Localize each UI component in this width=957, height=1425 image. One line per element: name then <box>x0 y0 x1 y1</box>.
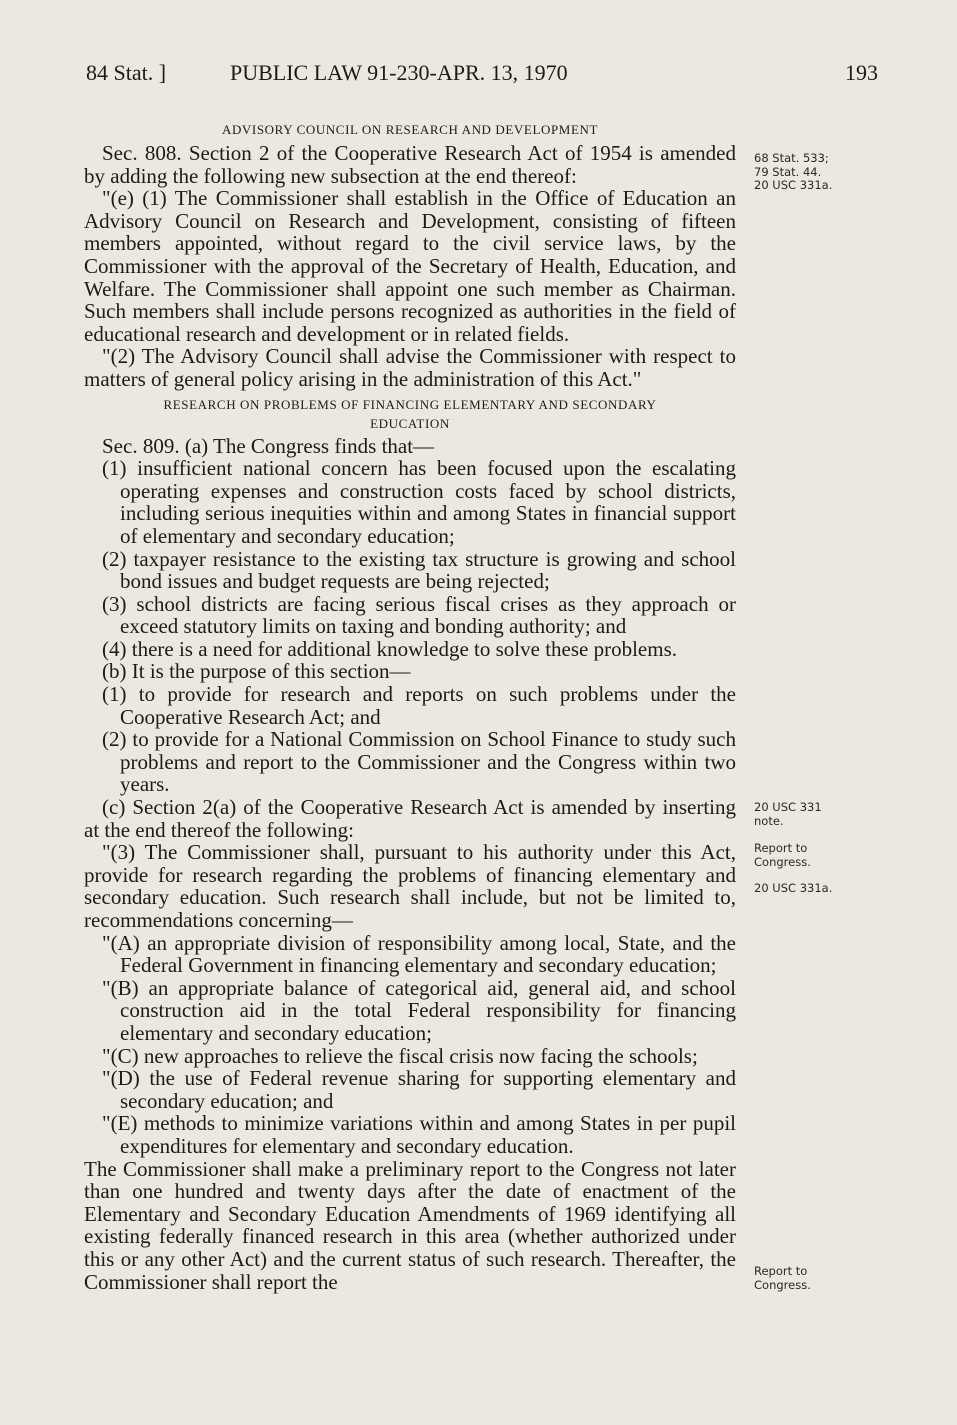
sec-809-cE: "(E) methods to minimize variations within and among States in per pupil expenditures for elementary and secondary education. <box>102 1111 736 1158</box>
sec-809-a2: (2) taxpayer resistance to the existing tax structure is growing and school bond issues and budget requests are being rejected; <box>102 546 736 594</box>
sec-809-a4: (4) there is a need for additional knowledge to solve these problems. <box>102 636 677 661</box>
margin-note-report-2: Report to Congress. <box>754 1264 811 1292</box>
margin-note-citation-3: 20 USC 331a. <box>754 881 833 895</box>
sec-809-cC: "(C) new approaches to relieve the fiscal crisis now facing the schools; <box>102 1043 698 1068</box>
sec-808-e2: "(2) The Advisory Council shall advise the Commissioner with respect to matters of general policy arising in the administration of this Act." <box>84 344 736 391</box>
margin-note-report-1: Report to Congress. <box>754 841 811 869</box>
page-header <box>0 60 957 94</box>
sec-809-a3: (3) school districts are facing serious fiscal crises as they approach or exceed statutory limits on taxing and bonding authority; and <box>102 591 736 639</box>
sec-809-c: (c) Section 2(a) of the Cooperative Research Act is amended by inserting at the end thereof the following: <box>84 795 736 842</box>
sec-809-a: Sec. 809. (a) The Congress finds that— <box>102 433 435 458</box>
margin-note-citation-1: 68 Stat. 533; 79 Stat. 44. 20 USC 331a. <box>754 151 833 192</box>
page-number: 193 <box>845 60 878 85</box>
header-stat: 84 Stat. ] <box>86 60 167 85</box>
header-title: PUBLIC LAW 91-230-APR. 13, 1970 <box>230 60 568 85</box>
section-heading-809-line1: RESEARCH ON PROBLEMS OF FINANCING ELEMENTARY AND SECONDARY <box>163 396 657 412</box>
section-heading-809-line2: EDUCATION <box>370 415 450 431</box>
sec-809-cB: "(B) an appropriate balance of categorical aid, general aid, and school construction aid in the total Federal responsibility for financing elementary and secondary education; <box>102 975 736 1045</box>
body-text <box>84 120 736 1293</box>
sec-809-cA: "(A) an appropriate division of responsibility among local, State, and the Federal Government in financing elementary and secondary education; <box>102 930 736 978</box>
sec-809-final: The Commissioner shall make a preliminary report to the Congress not later than one hundred and twenty days after the date of enactment of the Elementary and Secondary Education Amendments of 1969 identifying all existing federally financed research in this area (whether authorized under this or any other Act) and the current status of such research. Thereafter, the Commissioner shall report the <box>84 1156 736 1294</box>
sec-809-b: (b) It is the purpose of this section— <box>102 659 411 684</box>
section-heading-808: ADVISORY COUNCIL ON RESEARCH AND DEVELOPMENT <box>221 122 599 137</box>
sec-808-e1: "(e) (1) The Commissioner shall establish in the Office of Education an Advisory Council on Research and Development, consisting of fifteen members appointed, without regard to the civil service laws, by the Commissioner with the approval of the Secretary of Health, Education, and Welfare. The Commissioner shall appoint one such member as Chairman. Such members shall include persons recognized as authorities in the field of educational research and development or in related fields. <box>84 186 736 346</box>
sec-809-cD: "(D) the use of Federal revenue sharing for supporting elementary and secondary education; and <box>102 1066 736 1113</box>
section-heading-809 <box>84 395 736 433</box>
sec-809-c3: "(3) The Commissioner shall, pursuant to his authority under this Act, provide for research regarding the problems of financing elementary and secondary education. Such research shall include, but not be limited to, recommendations concerning— <box>84 840 736 932</box>
sec-808-intro: Sec. 808. Section 2 of the Cooperative Research Act of 1954 is amended by adding the following new subsection at the end thereof: <box>84 141 736 188</box>
margin-note-citation-2: 20 USC 331 note. <box>754 800 822 828</box>
sec-809-b2: (2) to provide for a National Commission on School Finance to study such problems and report to the Commissioner and the Congress within two years. <box>102 727 736 797</box>
sec-809-b1: (1) to provide for research and reports on such problems under the Cooperative Research Act; and <box>102 682 736 729</box>
sec-809-a1: (1) insufficient national concern has been focused upon the escalating operating expenses and construction costs faced by school districts, including serious inequities within and among States in financial support of elementary and secondary education; <box>102 456 736 548</box>
